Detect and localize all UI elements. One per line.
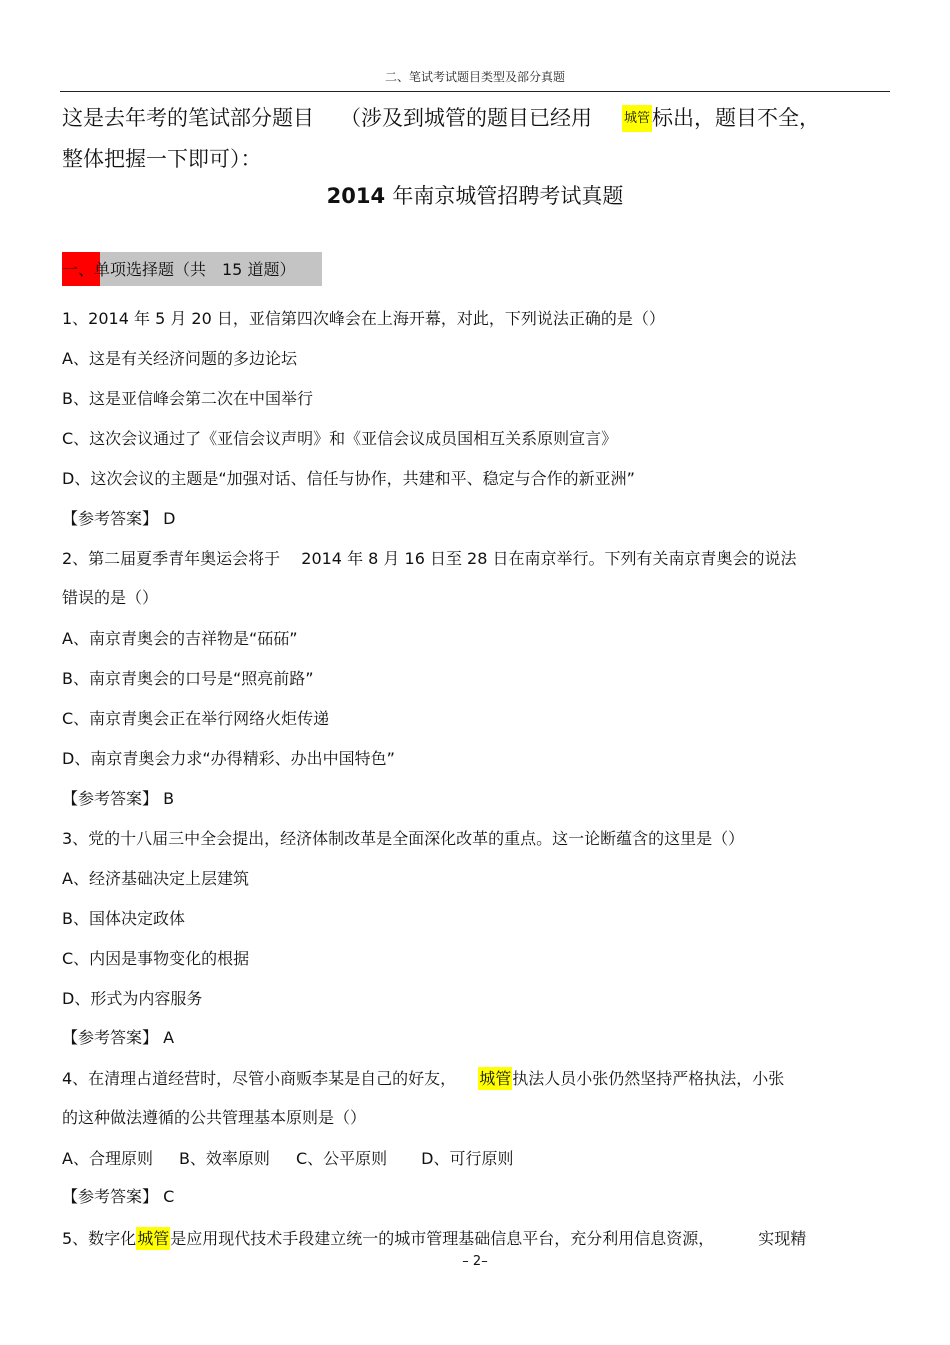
title-text: 年南京城管招聘考试真题	[392, 184, 624, 208]
q4-options-row	[62, 1146, 892, 1169]
q2-option-c: C、南京青奥会正在举行网络火炬传递	[62, 709, 330, 728]
q1-option-a: A、这是有关经济问题的多边论坛	[62, 349, 297, 368]
q4-stem-line2: 的这种做法遵循的公共管理基本原则是（）	[62, 1108, 367, 1127]
q2-option-a: A、南京青奥会的吉祥物是“砳砳”	[62, 629, 298, 648]
q2-answer: 【参考答案】 B	[62, 789, 175, 808]
page-number: – 2–	[462, 1254, 488, 1269]
q2-stem-line1: 2、第二届夏季青年奥运会将于 2014 年 8 月 16 日至 28 日在南京举行。下列有关南京青奥会的说法	[62, 549, 797, 568]
q3-option-c: C、内因是事物变化的根据	[62, 949, 250, 968]
q4-option-c: C、公平原则	[295, 1149, 388, 1168]
highlight-chengguan: 城管	[479, 1069, 512, 1088]
q4-option-d: D、可行原则	[421, 1149, 514, 1168]
q2-stem-line2: 错误的是（）	[62, 588, 159, 607]
q5-stem-line1	[62, 1226, 892, 1249]
q5-stem-part3: 实现精	[758, 1229, 807, 1248]
q4-answer: 【参考答案】 C	[62, 1187, 175, 1206]
q1-answer: 【参考答案】 D	[62, 509, 176, 528]
intro-paragraph	[62, 98, 892, 179]
q1-option-d: D、这次会议的主题是“加强对话、信任与协作，共建和平、稳定与合作的新亚洲”	[62, 469, 635, 488]
title-year: 2014	[326, 184, 386, 208]
running-header: 二、笔试考试题目类型及部分真题	[384, 70, 565, 84]
q5-stem-part1: 5、数字化	[62, 1229, 137, 1248]
highlight-chengguan: 城管	[137, 1229, 170, 1248]
highlight-chengguan: 城管	[622, 105, 652, 132]
q1-option-b: B、这是亚信峰会第二次在中国举行	[62, 389, 313, 408]
q3-option-d: D、形式为内容服务	[62, 989, 203, 1008]
q4-option-a: A、合理原则	[62, 1149, 153, 1168]
q3-option-a: A、经济基础决定上层建筑	[62, 869, 249, 888]
q3-stem: 3、党的十八届三中全会提出，经济体制改革是全面深化改革的重点。这一论断蕴含的这里是（）	[62, 829, 745, 848]
header-rule	[60, 91, 890, 92]
q4-stem-part2: 执法人员小张仍然坚持严格执法，小张	[512, 1069, 785, 1088]
q1-stem: 1、2014 年 5 月 20 日，亚信第四次峰会在上海开幕，对此，下列说法正确的是（）	[62, 309, 665, 328]
intro-line2: 整体把握一下即可）：	[62, 147, 262, 171]
q5-stem-part2: 是应用现代技术手段建立统一的城市管理基础信息平台，充分利用信息资源，	[170, 1229, 715, 1248]
intro-part3: 标出，题目不全，	[652, 106, 821, 130]
q3-answer: 【参考答案】 A	[62, 1028, 175, 1047]
q2-option-d: D、南京青奥会力求“办得精彩、办出中国特色”	[62, 749, 395, 768]
q3-option-b: B、国体决定政体	[62, 909, 185, 928]
section-label: 一、单项选择题（共 15 道题）	[62, 260, 296, 279]
q4-stem-part1: 4、在清理占道经营时，尽管小商贩李某是自己的好友，	[62, 1069, 457, 1088]
intro-part2: （涉及到城管的题目已经用	[340, 106, 592, 130]
section-heading	[62, 252, 322, 286]
q1-option-c: C、这次会议通过了《亚信会议声明》和《亚信会议成员国相互关系原则宣言》	[62, 429, 618, 448]
document-title	[0, 180, 950, 210]
intro-part1: 这是去年考的笔试部分题目	[62, 106, 314, 130]
q4-option-b: B、效率原则	[178, 1149, 270, 1168]
q4-stem-line1	[62, 1066, 892, 1089]
q2-option-b: B、南京青奥会的口号是“照亮前路”	[62, 669, 314, 688]
